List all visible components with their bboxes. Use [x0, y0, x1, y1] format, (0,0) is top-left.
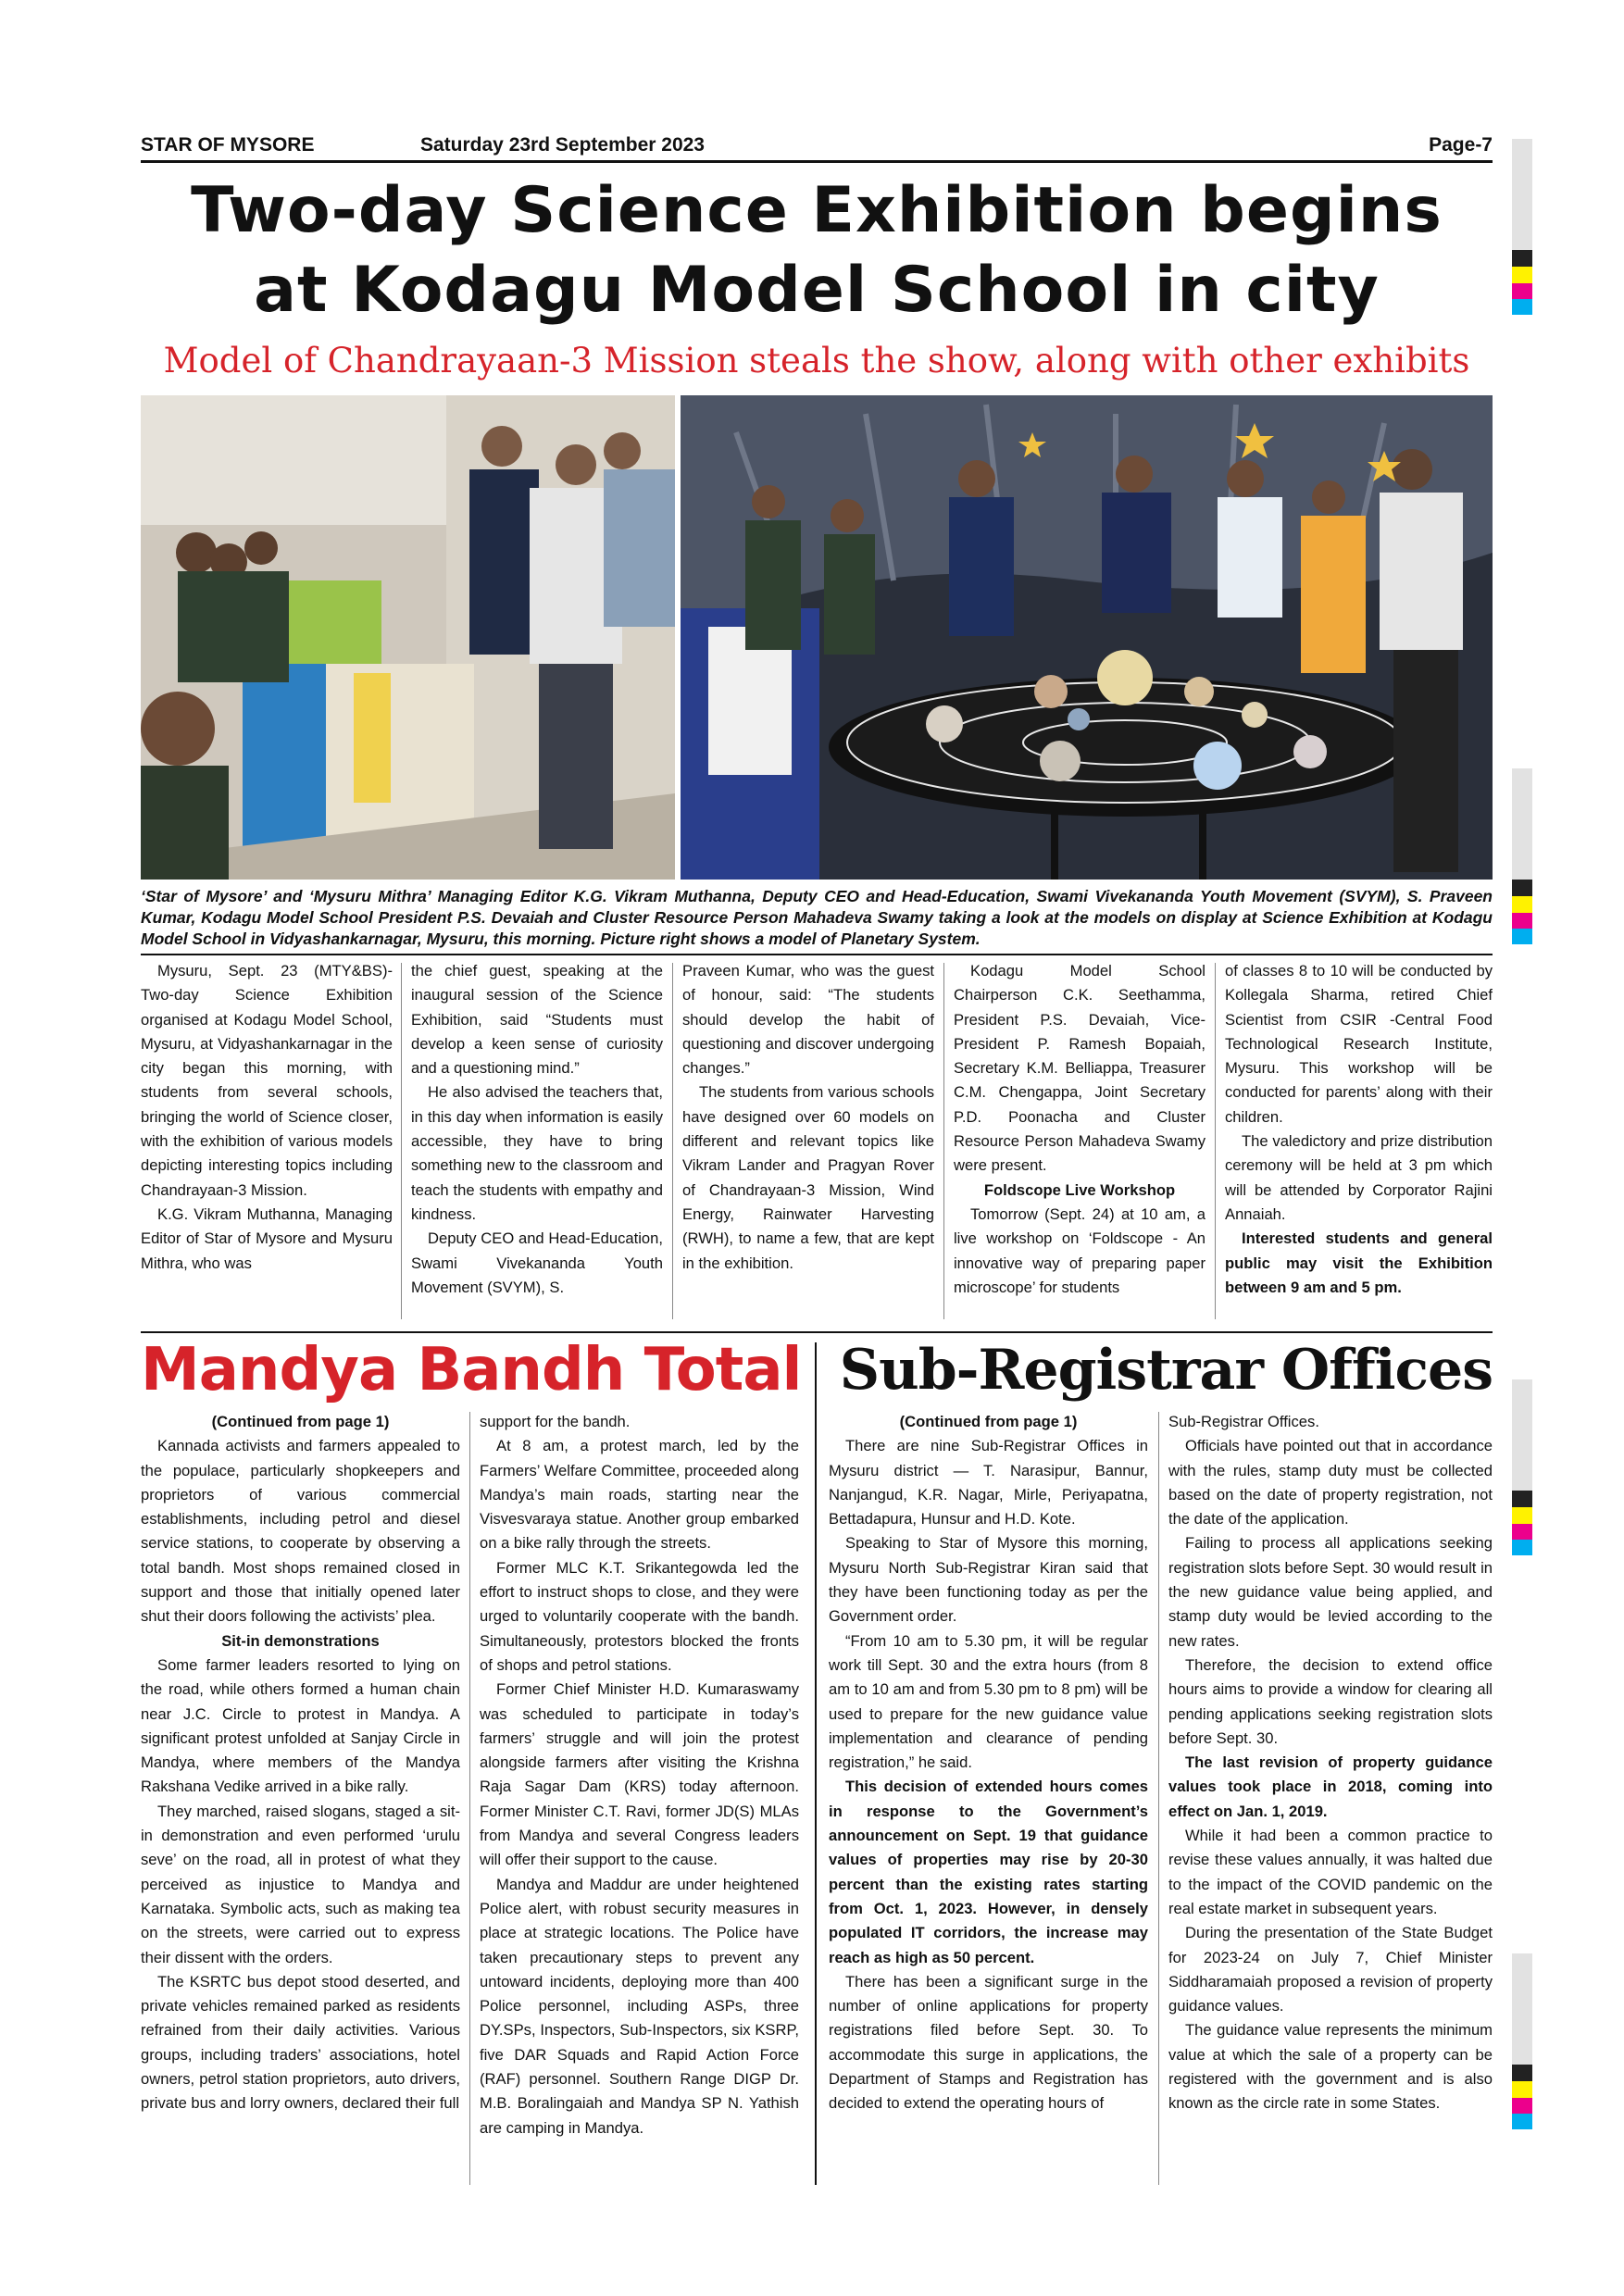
mandya-column-2: [480, 1410, 799, 2140]
paragraph: Deputy CEO and Head-Education, Swami Vivekananda Youth Movement (SVYM), S.: [411, 1229, 663, 1296]
paragraph: Sub-Registrar Offices.: [1168, 1413, 1319, 1430]
paragraph: There are nine Sub-Registrar Offices in Mysuru district — T. Narasipur, Bannur, Nanjangud, K.R. Nagar, Mirle, Periyapatna, Bettadapura, Hunsur and H.D. Kote.: [829, 1437, 1148, 1529]
paragraph: Former Chief Minister H.D. Kumaraswamy was scheduled to participate in today’s farmers’ struggle and will join the protest alongside farmers after visiting the Krishna Raja Sagar Dam (KRS) today afternoon. Former Minister C.T. Ravi, former JD(S) MLAs from Mandya and several Congress leaders will offer their support to the cause.: [480, 1680, 799, 1869]
paragraph: At 8 am, a protest march, led by the Farmers’ Welfare Committee, proceeded along Mandya’s main roads, starting near the Visvesvaraya statue. Another group embarked on a bike rally through the streets.: [480, 1437, 799, 1553]
lead-column-1: [141, 959, 393, 1276]
paragraph-bold: The last revision of property guidance values took place in 2018, coming into effect on Jan. 1, 2019.: [1168, 1753, 1493, 1820]
photo-planetary-model: [681, 395, 1493, 880]
masthead: [141, 134, 1493, 160]
column-divider: [469, 1412, 470, 2185]
paragraph: During the presentation of the State Budget for 2023-24 on July 7, Chief Minister Siddharamaiah proposed a revision of property guidance values.: [1168, 1924, 1493, 2015]
mandya-headline: Mandya Bandh Total: [141, 1336, 802, 1404]
registration-bar-4: [1512, 1953, 1532, 2129]
lead-subhead: Model of Chandrayaan-3 Mission steals the show, along with other exhibits: [163, 341, 1470, 381]
paragraph: Officials have pointed out that in accordance with the rules, stamp duty must be collected based on the date of property registration, not the date of the application.: [1168, 1437, 1493, 1529]
paragraph: The KSRTC bus depot stood deserted, and private vehicles remained parked as residents refrained from their daily activities. Various groups, including traders’ associations, hotel owners, petrol station proprietors, auto drivers, private bus and lorry owners, declared their full: [141, 1972, 460, 2113]
paragraph: Mandya and Maddur are under heightened Police alert, with robust security measures in place at strategic locations. The Police have taken precautionary steps to prevent any untoward incidents, deploying more than 400 Police personnel, including ASPs, three DY.SPs, Inspectors, Sub-Inspectors, six KSRP, five DAR Squads and Rapid Action Force (RAF) personnel. Southern Range DIGP Dr. M.B. Boralingaiah and Mandya SP N. Yathish are camping in Mandya.: [480, 1875, 799, 2137]
paragraph: of classes 8 to 10 will be conducted by Kollegala Sharma, retired Chief Scientist from CSIR -Central Food Technological Research Institute, Mysuru. This workshop will be conducted for parents’ along with their children.: [1225, 962, 1493, 1126]
lead-column-5: [1225, 959, 1493, 1300]
lead-column-4: [954, 959, 1206, 1300]
top-rule: [141, 160, 1493, 163]
lead-column-3: [682, 959, 934, 1276]
subregistrar-column-2: [1168, 1410, 1493, 2116]
lead-column-2: [411, 959, 663, 1300]
mandya-column-1: [141, 1410, 460, 2116]
paragraph: While it had been a common practice to revise these values annually, it was halted due to the impact of the COVID pandemic on the real estate market in subsequent years.: [1168, 1827, 1493, 1917]
paragraph: Kannada activists and farmers appealed to the populace, particularly shopkeepers and proprietors of various commercial establishments, including petrol and diesel service stations, to cooperate by observing a total bandh. Most shops remained closed in support and those that initially opened later shut their doors following the activists’ plea.: [141, 1437, 460, 1626]
lead-headline: [141, 171, 1493, 331]
registration-bar-2: [1512, 768, 1532, 944]
photo-caption: ‘Star of Mysore’ and ‘Mysuru Mithra’ Managing Editor K.G. Vikram Muthanna, Deputy CEO and Head-Education, Swami Vivekananda Youth Movement (SVYM), S. Praveen Kumar, Kodagu Model School President P.S. Devaiah and Cluster Resource Person Mahadeva Swamy taking a look at the models on display at Science Exhibition at Kodagu Model School in Vidyashankarnagar, Mysuru, this morning. Picture right shows a model of Planetary System.: [141, 887, 1493, 948]
column-divider: [672, 963, 673, 1319]
subregistrar-headline: Sub-Registrar Offices: [839, 1338, 1493, 1403]
paragraph: K.G. Vikram Muthanna, Managing Editor of Star of Mysore and Mysuru Mithra, who was: [141, 1204, 393, 1272]
paragraph: Therefore, the decision to extend office hours aims to provide a window for clearing all pending applications seeking registration slots before Sept. 30.: [1168, 1655, 1493, 1747]
paper-name: STAR OF MYSORE: [141, 134, 315, 156]
paragraph: the chief guest, speaking at the inaugural session of the Science Exhibition, said “Students must develop a keen sense of curiosity and a questioning mind.”: [411, 962, 663, 1078]
paragraph: Speaking to Star of Mysore this morning, Mysuru North Sub-Registrar Kiran said that they have been functioning today as per the Government order.: [829, 1534, 1148, 1626]
photo-students-models: [141, 395, 675, 880]
registration-bar-3: [1512, 1379, 1532, 1555]
paragraph: Failing to process all applications seeking registration slots before Sept. 30 would result in the new guidance value being applied, and stamp duty would be levied according to the new rates.: [1168, 1534, 1493, 1650]
page-number: Page-7: [1429, 134, 1493, 156]
paragraph: Former MLC K.T. Srikantegowda led the effort to instruct shops to close, and they were urged to voluntarily cooperate with the bandh. Simultaneously, protestors blocked the fronts of shops and petrol stations.: [480, 1558, 799, 1674]
paragraph: Praveen Kumar, who was the guest of honour, said: “The students should develop the habit of questioning and discover undergoing changes.”: [682, 962, 934, 1078]
column-divider: [401, 963, 402, 1319]
registration-bar-1: [1512, 139, 1532, 315]
paragraph: Kodagu Model School Chairperson C.K. Seethamma, President P.S. Devaiah, Vice-President P. Ramesh Bopaiah, Secretary K.M. Belliappa, Treasurer C.M. Chengappa, Joint Secretary P.D. Poonacha and Cluster Resource Person Mahadeva Swamy were present.: [954, 962, 1206, 1175]
subheading-sit-in: Sit-in demonstrations: [221, 1631, 380, 1650]
headline-line-2: at Kodagu Model School in city: [254, 254, 1380, 327]
paragraph-bold: This decision of extended hours comes in response to the Government’s announcement on Sept. 19 that guidance values of properties may rise by 20-30 percent than the existing rates starting from Oct. 1, 2023. However, in densely populated IT corridors, the increase may reach as high as 50 percent.: [829, 1778, 1148, 1966]
continued-label: (Continued from page 1): [899, 1413, 1078, 1430]
column-divider: [943, 963, 944, 1319]
subregistrar-column-1: [829, 1410, 1148, 2116]
paragraph: They marched, raised slogans, staged a sit-in demonstration and even performed ‘urulu seve’ on the road, all in protest of what they perceived as injustice to Mandya and Karnataka. Symbolic acts, such as making tea on the streets, were carried out to express their dissent with the orders.: [141, 1802, 460, 1966]
paragraph: The valedictory and prize distribution ceremony will be held at 3 pm which will be attended by Corporator Rajini Annaiah.: [1225, 1132, 1493, 1223]
subheading-foldscope: Foldscope Live Workshop: [983, 1180, 1176, 1199]
paragraph: There has been a significant surge in the number of online applications for property registrations filed before Sept. 30. To accommodate this surge in applications, the Department of Stamps and Registration has decided to extend the operating hours of: [829, 1972, 1148, 2113]
paragraph: The students from various schools have designed over 60 models on different and relevant topics like Vikram Lander and Pragyan Rover of Chandrayaan-3 Mission, Wind Energy, Rainwater Harvesting (RWH), to name a few, that are kept in the exhibition.: [682, 1083, 934, 1272]
continued-label: (Continued from page 1): [211, 1413, 390, 1430]
column-divider: [1158, 1412, 1159, 2185]
paragraph: support for the bandh.: [480, 1413, 631, 1430]
headline-line-1: Two-day Science Exhibition begins: [191, 174, 1443, 247]
paragraph: Mysuru, Sept. 23 (MTY&BS)- Two-day Science Exhibition organised at Kodagu Model School, Mysuru, at Vidyashankarnagar in the city began this morning, with students from several schools, bringing the world of Science closer, with the exhibition of various models depicting interesting topics including Chandrayaan-3 Mission.: [141, 962, 393, 1199]
paragraph: Some farmer leaders resorted to lying on the road, while others formed a human chain near J.C. Circle to protest in Mandya. A significant protest unfolded at Sanjay Circle in Mandya, where members of the Mandya Rakshana Vedike arrived in a bike rally.: [141, 1655, 460, 1796]
paragraph: The guidance value represents the minimum value at which the sale of a property can be registered with the government and is also known as the circle rate in some States.: [1168, 2021, 1493, 2113]
paragraph: Tomorrow (Sept. 24) at 10 am, a live workshop on ‘Foldscope - An innovative way of preparing paper microscope’ for students: [954, 1204, 1206, 1296]
paragraph-bold: Interested students and general public may visit the Exhibition between 9 am and 5 pm.: [1225, 1229, 1493, 1296]
paragraph: “From 10 am to 5.30 pm, it will be regular work till Sept. 30 and the extra hours (from 8 am to 10 am and from 5.30 pm to 8 pm) will be used to prepare for the new guidance value implementation and clearance of pending registration,” he said.: [829, 1631, 1148, 1772]
issue-date: Saturday 23rd September 2023: [420, 134, 705, 156]
section-divider: [815, 1342, 817, 2185]
caption-rule: [141, 954, 1493, 955]
paragraph: He also advised the teachers that, in this day when information is easily accessible, they have to bring something new to the classroom and teach the students with empathy and kindness.: [411, 1083, 663, 1223]
column-divider: [1215, 963, 1216, 1319]
